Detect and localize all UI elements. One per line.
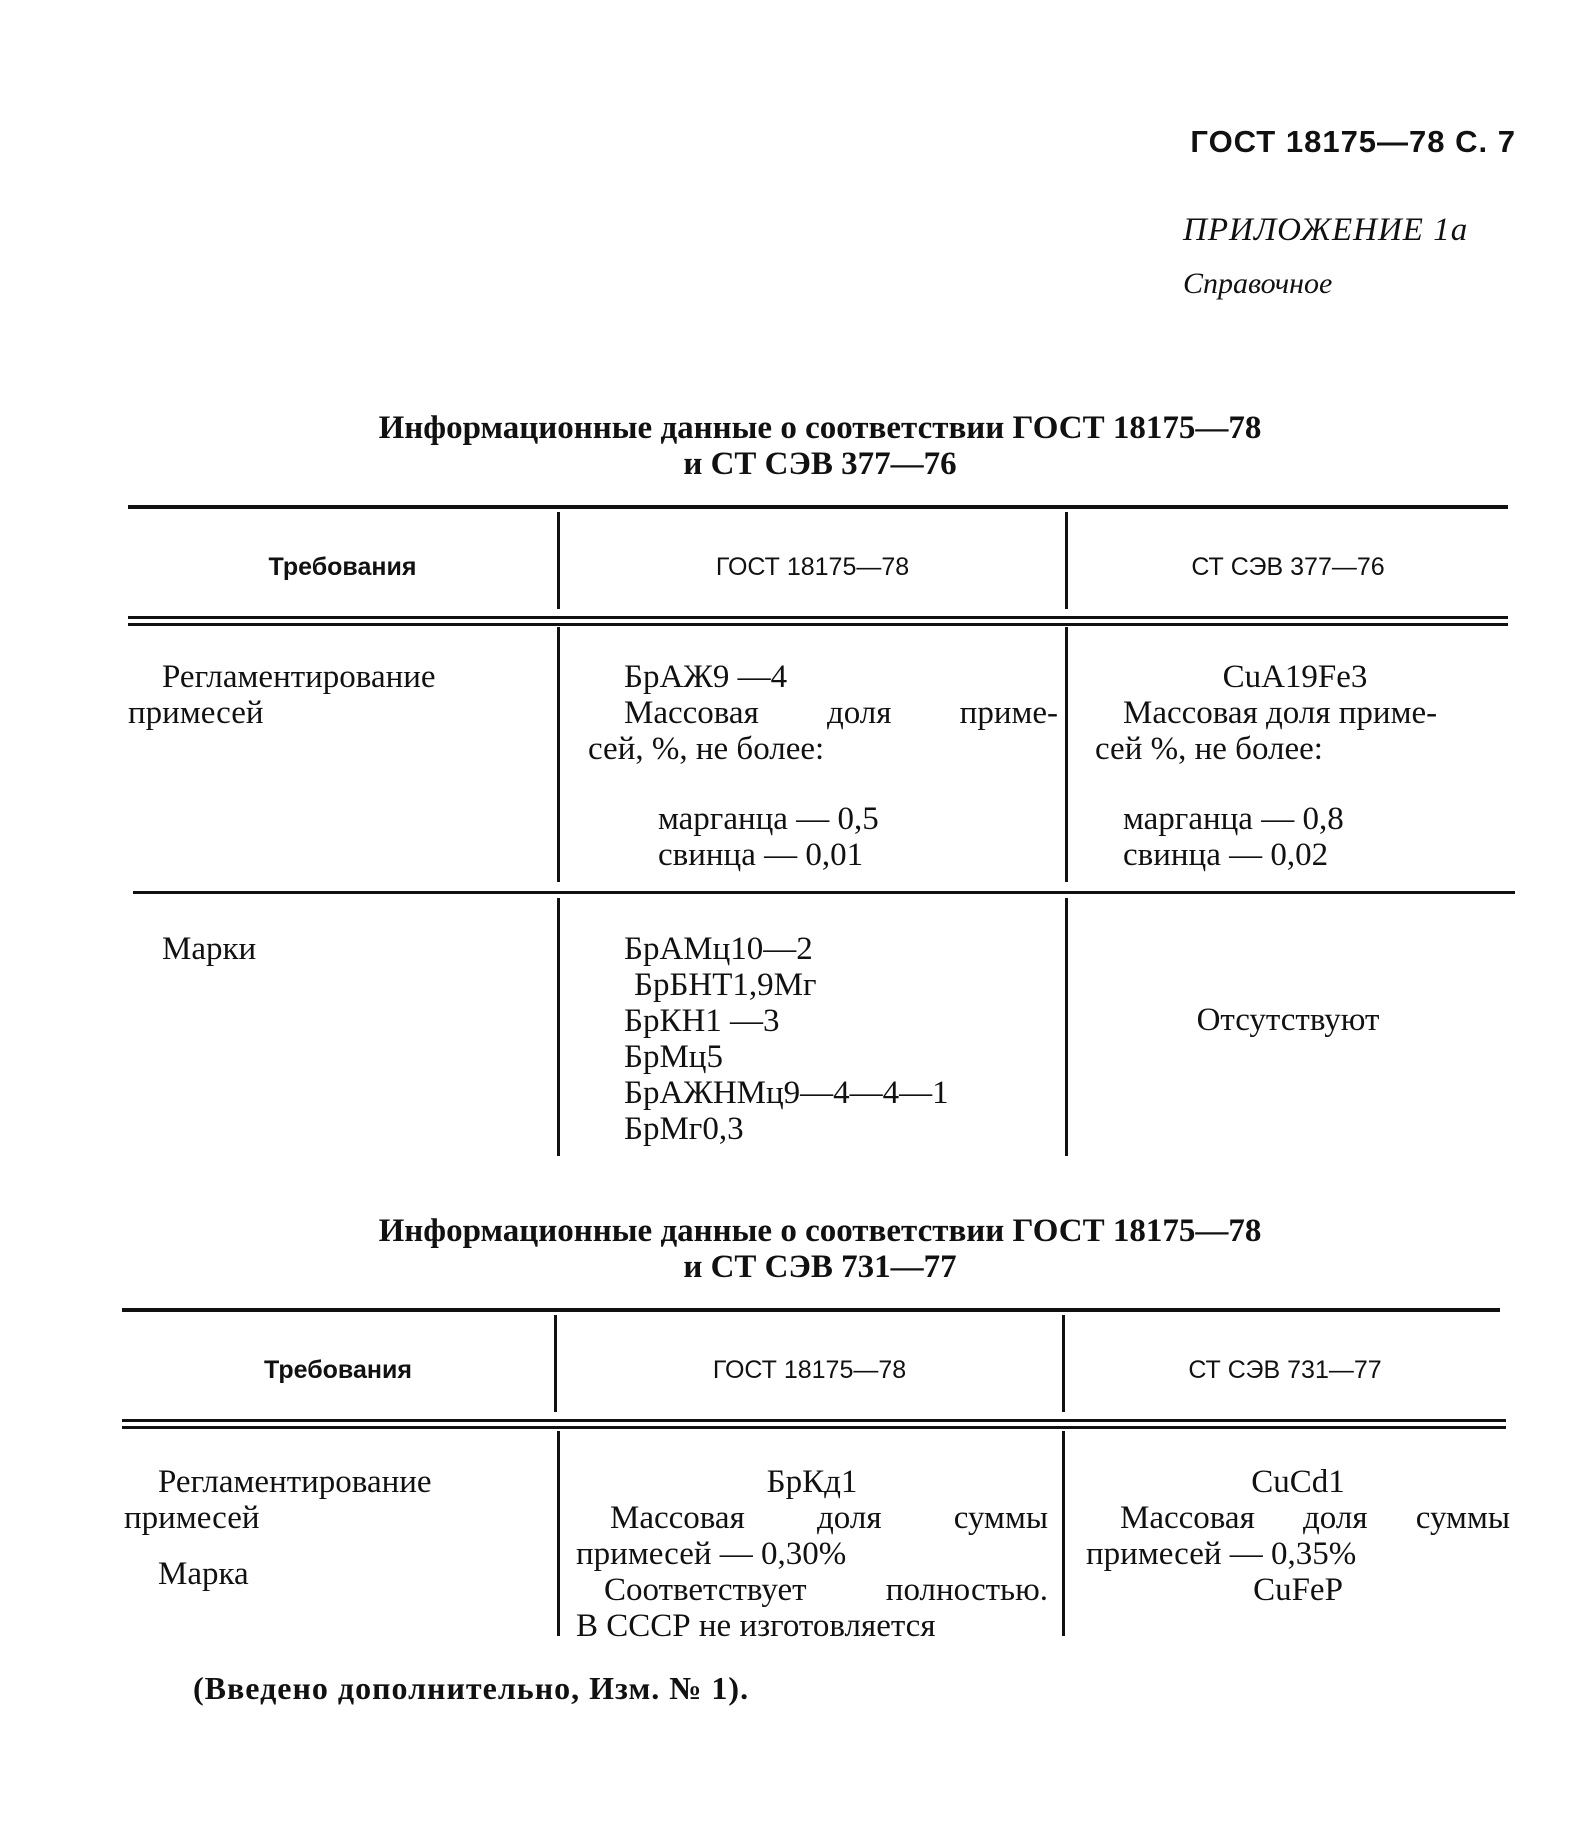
word: Массовая: [1120, 1500, 1255, 1536]
table2-row-divider-2: [1062, 1431, 1065, 1636]
table2-sev: [1086, 1464, 1510, 1608]
gost-line1: [576, 1500, 1048, 1536]
grade-item: БрАЖНМц9—4—4—1: [624, 1075, 949, 1111]
table1-row2-divider-1: [557, 898, 560, 1156]
table2-col-gost: ГОСТ 18175—78: [712, 1356, 907, 1384]
word: приме-: [959, 695, 1058, 731]
sev-text-line2: сей %, не более:: [1095, 731, 1323, 767]
word: Массовая: [610, 1500, 745, 1536]
appendix-type: Справочное: [1183, 267, 1333, 300]
sev-grade: CuCd1: [1251, 1464, 1345, 1500]
table1-row2-gost-grades: [624, 931, 949, 1147]
sev-item-manganese: марганца — 0,8: [1123, 801, 1344, 837]
grade-item: БрМг0,3: [624, 1111, 744, 1147]
word: суммы: [1415, 1500, 1510, 1536]
table1-row2-requirement: [162, 931, 256, 967]
req-line1: Регламентирование: [162, 659, 436, 695]
table1-row1-sev: [1095, 659, 1515, 873]
table1-header-rule-a: [128, 616, 1508, 619]
gost-line2: примесей — 0,30%: [576, 1536, 847, 1572]
table1-caption-line1: Информационные данные о соответствии ГОСТ 18175—78: [378, 410, 1262, 446]
table2-row-divider-1: [557, 1431, 560, 1636]
table1-row2-sev: [1068, 1002, 1508, 1038]
table2-caption-line1: Информационные данные о соответствии ГОСТ 18175—78: [378, 1213, 1262, 1249]
word: доля: [817, 1500, 882, 1536]
gost-text-line2: сей, %, не более:: [588, 731, 825, 767]
word: суммы: [953, 1500, 1048, 1536]
sev-line1: [1086, 1500, 1510, 1536]
grade-item: БрКН1 —3: [624, 1003, 780, 1039]
word: Соответствует: [604, 1572, 807, 1608]
table2-header-rule-a: [122, 1419, 1506, 1422]
table1-row1-gost: [588, 659, 1058, 873]
grade-item: БрАМц10—2: [624, 931, 813, 967]
table2-caption: [0, 1213, 1586, 1285]
sev-line2: примесей — 0,35%: [1086, 1536, 1357, 1572]
amendment-note: (Введено дополнительно, Изм. № 1).: [193, 1670, 750, 1706]
table1-col-requirements: Требования: [268, 553, 417, 581]
sev-item-lead: свинца — 0,02: [1123, 837, 1329, 873]
table2-caption-line2: и СТ СЭВ 731—77: [683, 1249, 957, 1285]
word: доля: [1303, 1500, 1368, 1536]
table1-caption-line2: и СТ СЭВ 377—76: [683, 446, 957, 482]
table1-row-rule: [133, 891, 1515, 894]
gost-grade: БрАЖ9 —4: [624, 659, 788, 695]
req-line1: Регламентирование: [158, 1464, 432, 1500]
table1-caption: [0, 410, 1586, 482]
appendix-label: ПРИЛОЖЕНИЕ 1а: [1183, 212, 1469, 248]
gost-line4: В СССР не изготовляется: [576, 1608, 936, 1644]
table2-col-requirements: Требования: [264, 1356, 412, 1384]
table2-requirement: [124, 1464, 544, 1592]
table1-col-sev: СТ СЭВ 377—76: [1191, 553, 1385, 581]
table2-col-sev: СТ СЭВ 731—77: [1188, 1356, 1382, 1384]
gost-item-manganese: марганца — 0,5: [658, 801, 879, 837]
req-line2: примесей: [128, 695, 264, 731]
table2-top-rule: [122, 1308, 1500, 1312]
sev-grade: CuA19Fe3: [1222, 659, 1368, 695]
gost-item-lead: свинца — 0,01: [658, 837, 864, 873]
table1-row1-requirement: [128, 659, 548, 731]
gost-line3: [576, 1572, 1048, 1608]
gost-grade: БрКд1: [766, 1464, 858, 1500]
table1-row1-divider-1: [557, 627, 560, 882]
grade-item: БрБНТ1,9Мг: [634, 967, 817, 1003]
grade-item: БрМц5: [624, 1039, 723, 1075]
req-line2: примесей: [124, 1500, 260, 1536]
sev-absent: Отсутствуют: [1196, 1002, 1380, 1038]
sev-text-line1: Массовая доля приме-: [1123, 695, 1438, 731]
table1-header-rule-b: [128, 623, 1508, 626]
req-label: Марки: [162, 931, 257, 967]
sev-line3: CuFeP: [1253, 1572, 1343, 1608]
table2-header-rule-b: [122, 1426, 1506, 1429]
table1-row1-divider-2: [1065, 627, 1068, 882]
req-grade-label: Марка: [158, 1556, 249, 1592]
document-number: ГОСТ 18175—78 С. 7: [1190, 124, 1516, 159]
table1-top-rule: [128, 505, 1508, 509]
word: Массовая: [624, 695, 759, 731]
table1-col-gost: ГОСТ 18175—78: [715, 553, 910, 581]
word: доля: [826, 695, 892, 731]
word: полностью.: [885, 1572, 1048, 1608]
table2-gost: [576, 1464, 1048, 1644]
gost-text-line1: [588, 695, 1058, 731]
